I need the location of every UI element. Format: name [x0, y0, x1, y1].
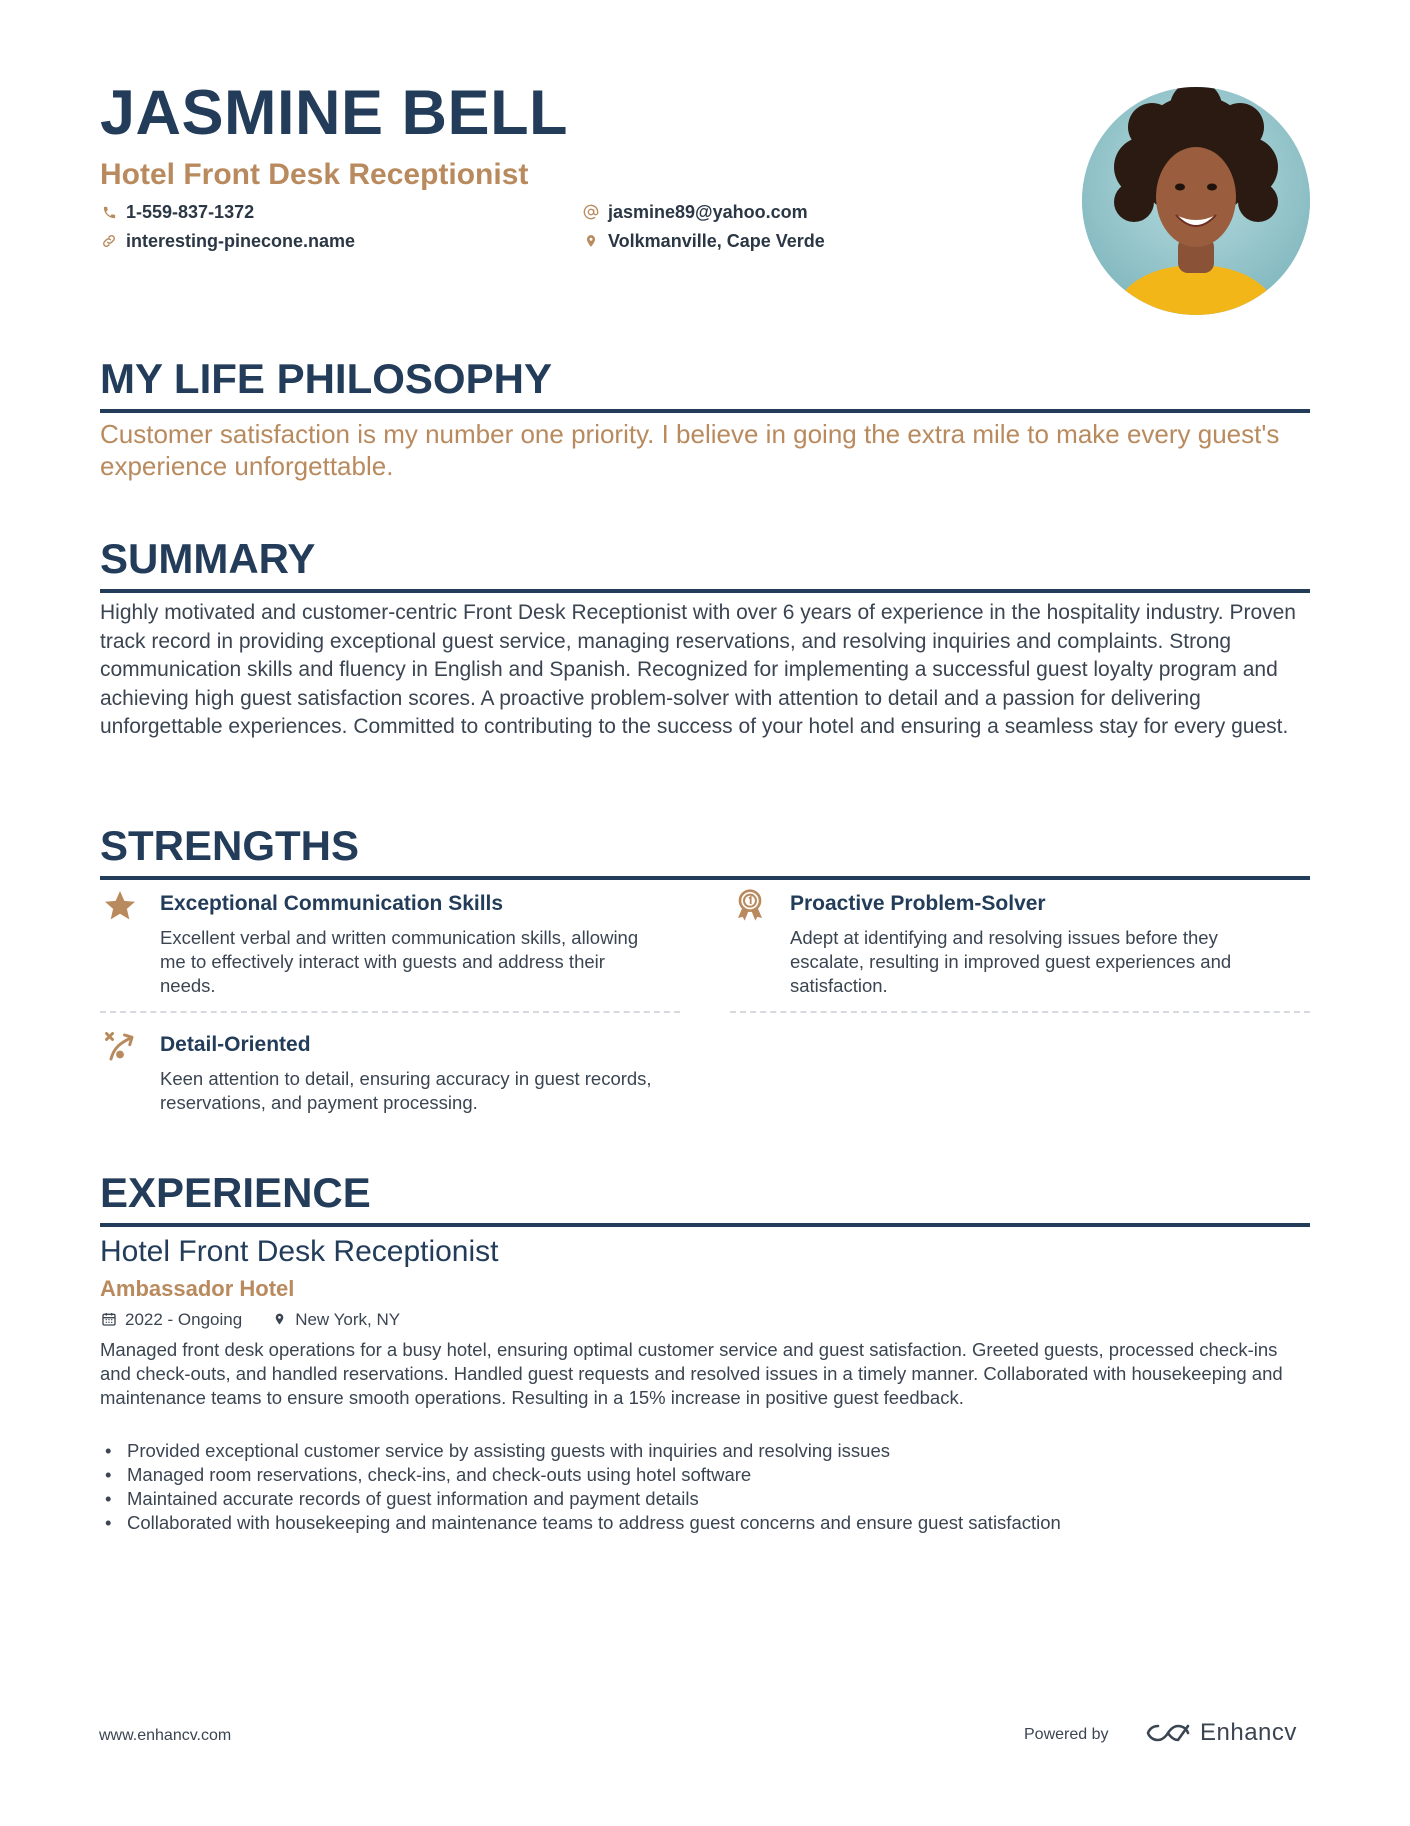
list-item: • Maintained accurate records of guest information and payment details — [100, 1487, 1310, 1511]
enhancv-logo-icon — [1144, 1718, 1192, 1748]
route-target-icon — [100, 1027, 140, 1067]
brand-logo[interactable] — [1144, 1718, 1297, 1748]
section-heading-philosophy: MY LIFE PHILOSOPHY — [100, 358, 1310, 413]
strength-title: Detail-Oriented — [160, 1033, 311, 1056]
strength-divider — [730, 1011, 1310, 1013]
website-text: interesting-pinecone.name — [126, 231, 356, 251]
link-icon — [100, 232, 118, 250]
at-icon — [582, 203, 600, 221]
star-icon — [100, 886, 140, 926]
strength-description: Keen attention to detail, ensuring accuracy in guest records, reservations, and payment processing. — [160, 1068, 652, 1113]
job-title: Hotel Front Desk Receptionist — [100, 1235, 499, 1268]
award-ribbon-icon — [730, 886, 770, 926]
job-bullets — [100, 1439, 1310, 1535]
strength-title: Proactive Problem-Solver — [790, 892, 1046, 915]
job-dates: 2022 - Ongoing — [125, 1309, 243, 1329]
powered-by-label: Powered by — [1024, 1726, 1109, 1743]
section-heading-summary: SUMMARY — [100, 538, 1310, 593]
list-item: • Provided exceptional customer service by assisting guests with inquiries and resolving issues — [100, 1439, 1310, 1463]
candidate-name: JASMINE BELL — [100, 78, 569, 148]
phone-text: 1-559-837-1372 — [126, 202, 255, 222]
job-meta — [100, 1310, 400, 1328]
footer-website-link[interactable]: www.enhancv.com — [99, 1727, 232, 1744]
list-item: • Managed room reservations, check-ins, and check-outs using hotel software — [100, 1463, 1310, 1487]
location-pin-icon — [582, 232, 600, 250]
email-text: jasmine89@yahoo.com — [608, 202, 808, 222]
phone-icon — [100, 203, 118, 221]
job-description: Managed front desk operations for a busy hotel, ensuring optimal customer service and guest satisfaction. Greeted guests, processed check-ins and check-outs, and handled reservations. Handled guest requests and resolved issues in a timely manner. Collaborated with housekeeping and maintenance teams to ensure smooth operations. Resulting in a 15% increase in positive guest feedback. — [100, 1339, 1283, 1408]
calendar-icon — [100, 1310, 118, 1328]
contact-email[interactable] — [582, 203, 808, 221]
location-pin-icon — [270, 1310, 288, 1328]
strength-description: Excellent verbal and written communication skills, allowing me to effectively interact with guests and address their needs. — [160, 927, 639, 996]
strength-description: Adept at identifying and resolving issues before they escalate, resulting in improved guest experiences and satisfaction. — [790, 927, 1232, 996]
strength-title: Exceptional Communication Skills — [160, 892, 504, 915]
list-item: • Collaborated with housekeeping and maintenance teams to address guest concerns and ensure guest satisfaction — [100, 1511, 1310, 1535]
brand-name: Enhancv — [1200, 1719, 1297, 1746]
contact-phone[interactable] — [100, 203, 254, 221]
philosophy-text: Customer satisfaction is my number one priority. I believe in going the extra mile to make every guest's experience unforgettable. — [100, 419, 1280, 481]
job-company: Ambassador Hotel — [100, 1276, 295, 1301]
candidate-title: Hotel Front Desk Receptionist — [100, 158, 529, 191]
section-heading-strengths: STRENGTHS — [100, 825, 1310, 880]
location-text: Volkmanville, Cape Verde — [608, 231, 825, 251]
summary-text: Highly motivated and customer-centric Front Desk Receptionist with over 6 years of experience in the hospitality industry. Proven track record in providing exceptional guest service, managing reservations, and resolving inquiries and complaints. Strong communication skills and fluency in English and Spanish. Recognized for implementing a successful guest loyalty program and achieving high guest satisfaction scores. A proactive problem-solver with attention to detail and a passion for delivering unforgettable experiences. Committed to contributing to the success of your hotel and ensuring a seamless stay for every guest. — [100, 601, 1296, 738]
strength-divider — [100, 1011, 680, 1013]
contact-website[interactable] — [100, 232, 355, 250]
contact-location — [582, 232, 825, 250]
section-heading-experience: EXPERIENCE — [100, 1172, 1310, 1227]
avatar — [1082, 87, 1310, 315]
job-location: New York, NY — [295, 1309, 401, 1329]
